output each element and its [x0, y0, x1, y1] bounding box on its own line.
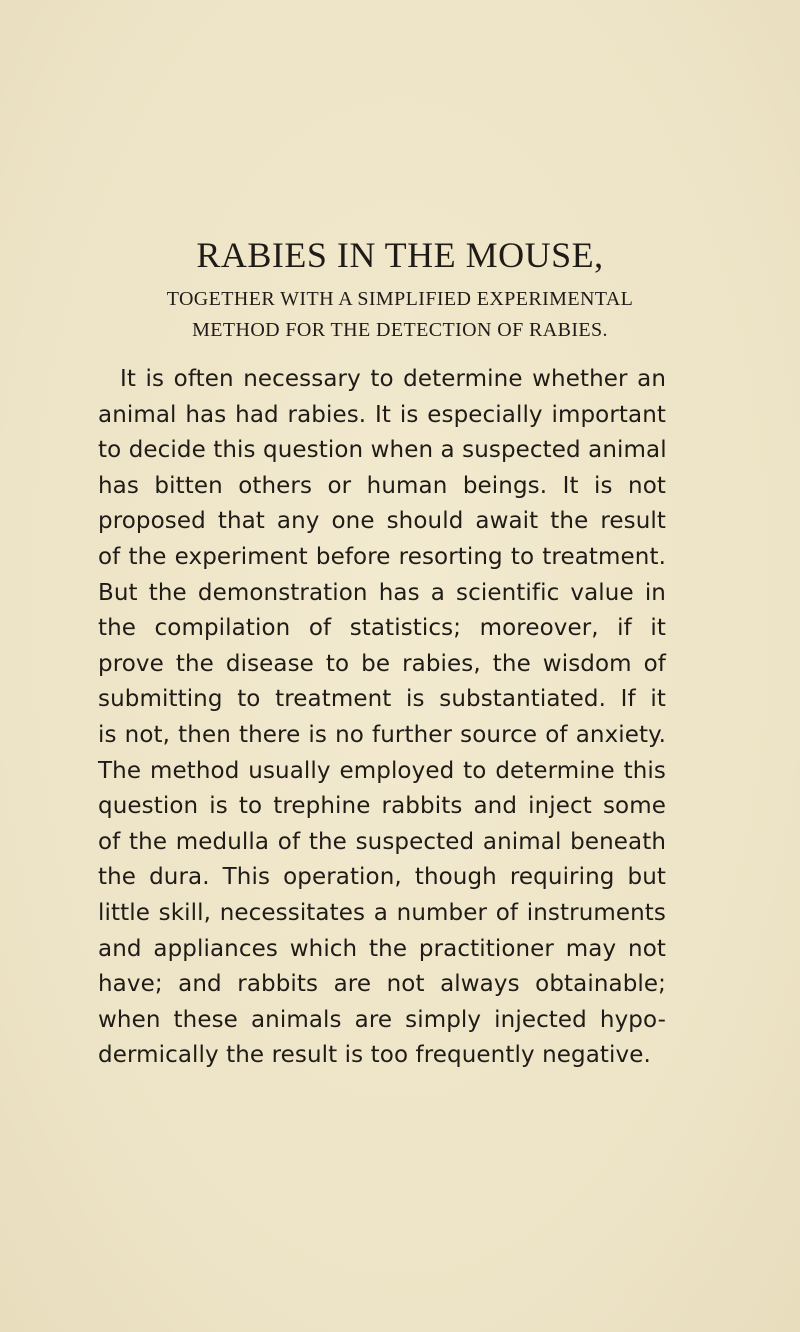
chapter-title: RABIES IN THE MOUSE, — [196, 235, 604, 275]
text-line: of the medulla of the suspected animal beneath — [98, 828, 666, 855]
text-line: the compilation of statistics; moreover, if it — [98, 615, 666, 642]
text-line: animal has had rabies. It is especially important — [98, 401, 666, 428]
text-line: submitting to treatment is substantiated. If it — [98, 686, 666, 713]
text-line: when these animals are simply injected hypo- — [98, 1006, 666, 1033]
text-line: But the demonstration has a scientific value in — [98, 579, 666, 606]
text-line: and appliances which the practitioner may not — [98, 935, 666, 962]
text-line: proposed that any one should await the result — [98, 508, 666, 535]
chapter-subtitle — [0, 284, 800, 346]
subtitle-line: METHOD FOR THE DETECTION OF RABIES. — [192, 319, 608, 341]
text-line: have; and rabbits are not always obtainable; — [98, 971, 666, 998]
text-line: question is to trephine rabbits and inject some — [98, 793, 666, 820]
text-line: to decide this question when a suspected animal — [98, 437, 667, 464]
text-line: dermically the result is too frequently negative. — [98, 1042, 651, 1069]
text-line: The method usually employed to determine this — [98, 757, 666, 784]
body-paragraph — [98, 362, 666, 1074]
text-line: has bitten others or human beings. It is not — [98, 472, 666, 499]
text-line: the dura. This operation, though requiring but — [98, 864, 666, 891]
text-line: little skill, necessitates a number of instruments — [98, 899, 666, 926]
subtitle-line: TOGETHER WITH A SIMPLIFIED EXPERIMENTAL — [166, 288, 634, 310]
text-line: of the experiment before resorting to treatment. — [98, 543, 666, 570]
text-line: is not, then there is no further source of anxiety. — [98, 721, 666, 748]
text-line: It is often necessary to determine whether an — [120, 366, 666, 392]
text-line: prove the disease to be rabies, the wisdom of — [98, 650, 666, 677]
